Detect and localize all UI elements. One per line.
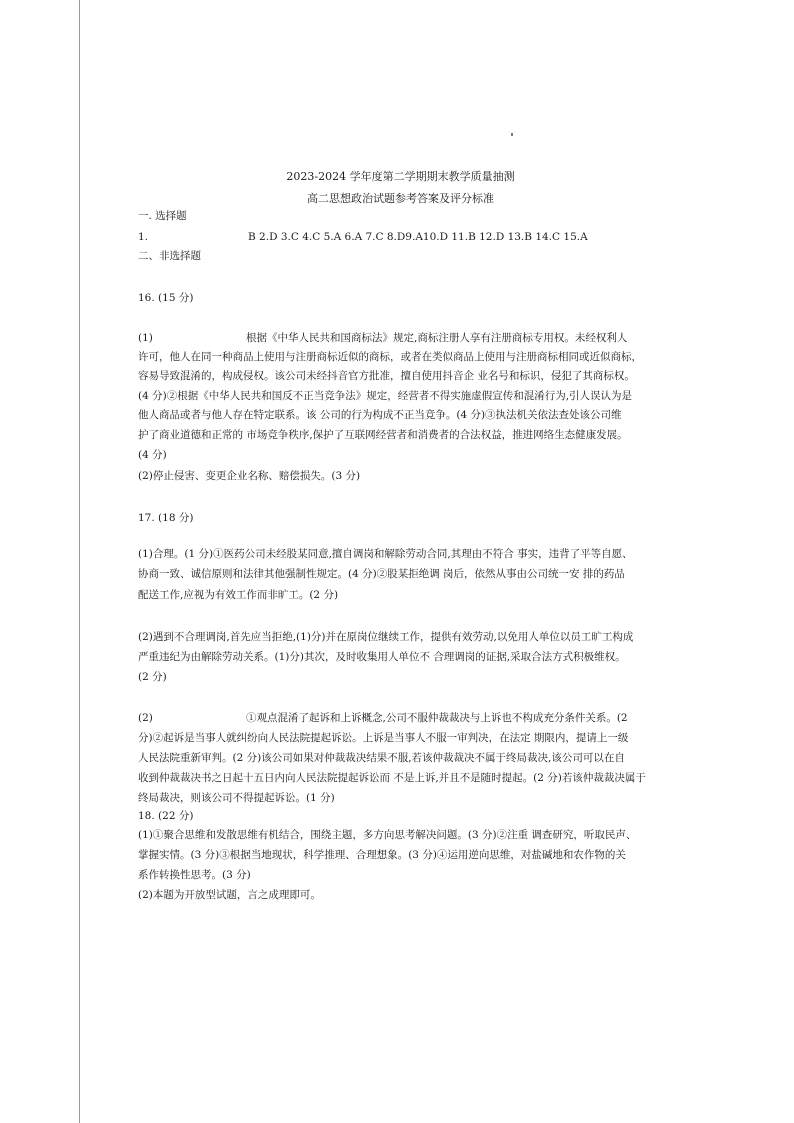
q17-p3-line-3: 人民法院重新审判。(2 分)该公司如果对仲裁裁决结果不服,若该仲裁裁决不属于终局裁决,该公司可以在自	[138, 752, 625, 764]
q17-p2-line-3: (2 分)	[138, 671, 167, 683]
q17-p1-line-2: 协商一致、诚信原则和法律其他强制性规定。(4 分)②股某拒绝调 岗后，依然从事由公司统一安 排的药品	[138, 568, 625, 580]
q17-p2-line-1: (2)遇到不合理调岗,首先应当拒绝,(1)分)并在原岗位继续工作，提供有效劳动,以免用人单位以员工旷工构成	[138, 631, 634, 643]
section1-heading: 一. 选择题	[138, 210, 187, 222]
q17-p1-line-3: 配送工作,应视为有效工作而非旷工。(2 分)	[138, 589, 339, 601]
q18-p1-line-2: 掌握实情。(3 分)③根据当地现状，科学推理、合理想象。(3 分)④运用逆向思维，对盐碱地和农作物的关	[138, 849, 626, 861]
doc-title-line1: 2023-2024 学年度第二学期期末教学质量抽测	[286, 170, 515, 183]
q16-p1-label: (1)	[138, 332, 153, 344]
q16-line-6: 护了商业道德和正常的 市场竞争秩序,保护了互联网经营者和消费者的合法权益，推进网络生态健康发展。	[138, 429, 628, 441]
mc-number: 1.	[138, 231, 149, 243]
scan-speck	[511, 133, 513, 136]
q17-p3-line-5: 终局裁决，则该公司不得提起诉讼。(1 分)	[138, 792, 335, 804]
q16-line-3: 容易导致混淆的，构成侵权。该公司未经抖音官方批准，擅自使用抖音企 业名号和标识，侵犯了其商标权。	[138, 370, 635, 382]
q18-p1-line-3: 系作转换性思考。(3 分)	[138, 869, 251, 881]
q17-heading: 17. (18 分)	[138, 512, 194, 524]
section2-heading: 二、非选择题	[138, 250, 201, 262]
q18-heading: 18. (22 分)	[138, 810, 194, 822]
q17-p2-line-2: 严重违纪为由解除劳动关系。(1)分)其次，及时收集用人单位不 合理调岗的证据,采取合法方式积极维权。	[138, 651, 626, 663]
q16-line-5: 他人商品或者与他人存在特定联系。该 公司的行为构成不正当竞争。(4 分)③执法机关依法查处该公司维	[138, 409, 622, 421]
mc-answers: B 2.D 3.C 4.C 5.A 6.A 7.C 8.D9.A10.D 11.B 12.D 13.B 14.C 15.A	[248, 231, 588, 243]
q16-part2: (2)停止侵害、变更企业名称、赔偿损失。(3 分)	[138, 470, 361, 482]
q17-p3-line-4: 收到仲裁裁决书之日起十五日内向人民法院提起诉讼而 不是上诉,并且不是随时提起。(2 分)若该仲裁裁决属于	[138, 772, 646, 784]
q16-line-1: 根据《中华人民共和国商标法》规定,商标注册人享有注册商标专用权。未经权利人	[246, 332, 628, 344]
q17-p3-label: (2)	[138, 712, 153, 724]
q18-part2: (2)本题为开放型试题，言之成理即可。	[138, 889, 321, 901]
page-left-border	[79, 0, 80, 1123]
q16-heading: 16. (15 分)	[138, 292, 194, 304]
q17-p3-line-1: ①观点混淆了起诉和上诉概念,公司不服仲裁裁决与上诉也不构成充分条件关系。(2	[246, 712, 628, 724]
q16-line-7: (4 分)	[138, 449, 167, 461]
q17-p1-line-1: (1)合理。(1 分)①医药公司未经股某同意,擅自调岗和解除劳动合同,其理由不符合 事实，违背了平等自愿、	[138, 548, 633, 560]
q17-p3-line-2: 分)②起诉是当事人就纠纷向人民法院提起诉讼。上诉是当事人不服一审判决，在法定 期限内，提请上一级	[138, 732, 629, 744]
q16-line-4: (4 分)②根据《中华人民共和国反不正当竞争法》规定，经营者不得实施虚假宣传和混淆行为,引人误认为是	[138, 390, 633, 402]
doc-title-line2: 高二思想政治试题参考答案及评分标准	[307, 192, 494, 205]
q18-p1-line-1: (1)①聚合思维和发散思维有机结合，围绕主题，多方向思考解决问题。(3 分)②注重 调查研究，听取民声、	[138, 829, 637, 841]
q16-line-2: 许可，他人在同一种商品上使用与注册商标近似的商标，或者在类似商品上使用与注册商标相同或近似商标，	[138, 351, 642, 363]
